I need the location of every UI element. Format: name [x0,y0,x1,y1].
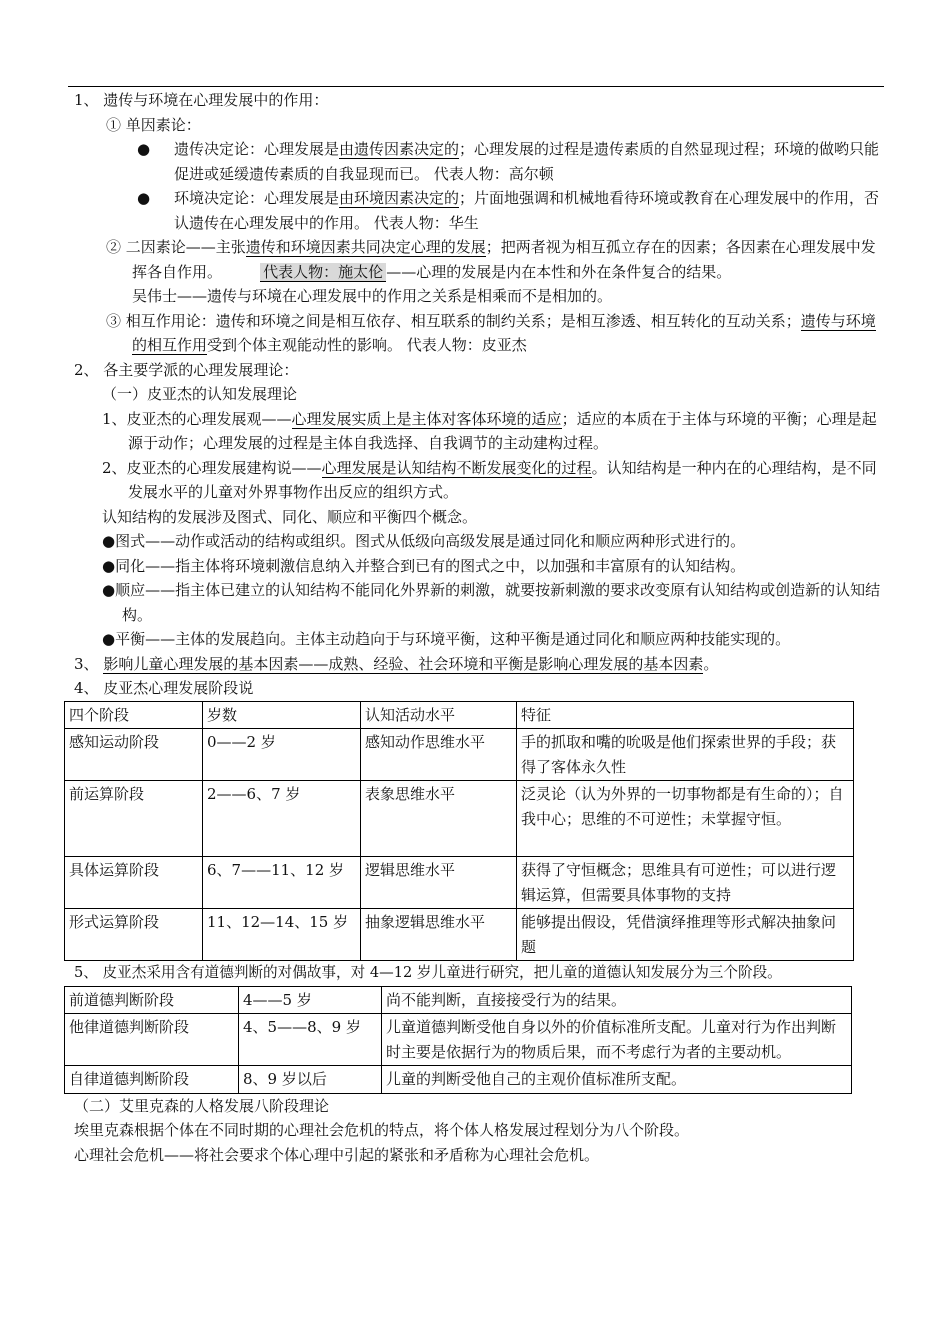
table-cell: 感知运动阶段 [65,729,203,781]
piaget-view-paragraph [74,407,886,456]
env-underlined: 由环境因素决定的 [339,189,460,207]
assimilation-bullet: ●同化——指主体将环境刺激信息纳入并整合到已有的图式之中，以加强和丰富原有的认知结构。 [102,556,746,575]
table-row [65,729,854,781]
table-cell: 泛灵论（认为外界的一切事物都是有生命的）；自我中心；思维的不可逆性；未掌握守恒。 [517,781,854,857]
bullet-icon: ● [137,189,151,207]
crisis-definition: 心理社会危机——将社会要求个体心理中引起的紧张和矛盾称为心理社会危机。 [74,1145,600,1164]
section-3-rest: 。 [703,654,719,673]
table-cell: 能够提出假设，凭借演绎推理等形式解决抽象问题 [517,909,854,961]
table-cell: 尚不能判断，直接接受行为的结果。 [382,986,852,1014]
heredity-determinism-item [74,137,886,186]
section-3-underlined: 影响儿童心理发展的基本因素——成熟、经验、社会环境和平衡是影响心理发展的基本因素 [103,654,704,673]
table-cell: 逻辑思维水平 [361,857,517,909]
p1-underlined: 心理发展实质上是主体对客体环境的适应 [291,409,562,428]
document-body [69,88,886,1167]
table-header: 岁数 [203,701,361,729]
dual-factor-item [74,235,886,284]
table-cell: 0——2 岁 [203,729,361,781]
inter-underlined: 遗传与环境的相互作用 [132,311,876,354]
p1-prefix: 1、皮亚杰的心理发展观—— [102,409,292,428]
table-cell: 自律道德判断阶段 [65,1066,239,1094]
piaget-stages-table [64,701,854,962]
single-factor-heading: ① 单因素论： [106,115,201,134]
accommodation-bullet: ●顺应——指主体已建立的认知结构不能同化外界新的刺激，就要按新刺激的要求改变原有认知结构或创造新的认知结构。 [102,581,881,624]
erikson-subtitle: （二）艾里克森的人格发展八阶段理论 [74,1096,330,1115]
heredity-underlined: 由遗传因素决定的 [339,140,460,158]
schema-bullet: ●图式——动作或活动的结构或组织。图式从低级向高级发展是通过同化和顺应两种形式进行的。 [102,532,746,550]
dual-factor-line2: 吴伟士——遗传与环境在心理发展中的作用之关系是相乘而不是相加的。 [132,287,613,305]
env-prefix: 环境决定论：心理发展是 [174,189,340,207]
table-cell: 形式运算阶段 [65,909,203,961]
table-row [65,781,854,857]
p2-rest: 。认知结构是一种内在的心理结构，是不同发展水平的儿童对外界事物作出反应的组织方式。 [128,458,877,501]
dual-highlight: 代表人物：施太伦 [260,263,386,282]
inter-prefix: ③ 相互作用论：遗传和环境之间是相互依存、相互联系的制约关系；是相互渗透、相互转化的互动关系； [106,311,801,330]
table-cell: 8、9 岁以后 [239,1066,382,1094]
bullet-icon: ● [137,140,151,158]
moral-stages-table [64,986,852,1094]
table-header-row [65,701,854,729]
table-cell: 11、12—14、15 岁 [203,909,361,961]
heredity-rest: ；心理发展的过程是遗传素质的自然显现过程；环境的做哟只能促进或延缓遗传素质的自我显现而已。 代表人物：高尔顿 [174,140,880,183]
section-5-title: 5、 皮亚杰采用含有道德判断的对偶故事，对 4—12 岁儿童进行研究，把儿童的道德认知发展分为三个阶段。 [74,964,782,981]
section-2-title: 2、 各主要学派的心理发展理论： [74,360,299,379]
table-cell: 4——5 岁 [239,986,382,1014]
concepts-line: 认知结构的发展涉及图式、同化、顺应和平衡四个概念。 [102,507,478,526]
p2-underlined: 心理发展是认知结构不断发展变化的过程 [321,458,592,477]
environment-determinism-item [74,186,886,235]
dual-underlined: 遗传和环境因素共同决定心理的发展 [245,238,486,256]
dual-mid: ；把两者视为相互孤立存在的因素；各因素在心理发展中发挥各自作用。 [132,238,876,281]
section-4-title: 4、 皮亚杰心理发展阶段说 [74,679,254,697]
table-cell: 表象思维水平 [361,781,517,857]
p2-prefix: 2、皮亚杰的心理发展建构说—— [102,458,322,477]
table-row [65,1014,852,1066]
dual-rest: ——心理的发展是内在本性和外在条件复合的结果。 [386,262,732,281]
table-cell: 抽象逻辑思维水平 [361,909,517,961]
dual-prefix: ② 二因素论——主张 [106,238,246,256]
table-cell: 儿童道德判断受他自身以外的价值标准所支配。儿童对行为作出判断时主要是依据行为的物质后果，而不考虑行为者的主要动机。 [382,1014,852,1066]
table-cell: 6、7——11、12 岁 [203,857,361,909]
equilibrium-bullet: ●平衡——主体的发展趋向。主体主动趋向于与环境平衡，这种平衡是通过同化和顺应两种技能实现的。 [102,630,791,648]
inter-rest: 受到个体主观能动性的影响。 代表人物：皮亚杰 [207,336,527,354]
table-cell: 手的抓取和嘴的吮吸是他们探索世界的手段；获得了客体永久性 [517,729,854,781]
interaction-item [74,309,886,358]
table-cell: 前道德判断阶段 [65,986,239,1014]
p1-rest: ；适应的本质在于主体与环境的平衡；心理是起源于动作；心理发展的过程是主体自我选择、自我调节的主动建构过程。 [128,409,877,452]
table-cell: 感知动作思维水平 [361,729,517,781]
table-cell: 前运算阶段 [65,781,203,857]
table-header: 认知活动水平 [361,701,517,729]
table-header: 四个阶段 [65,701,203,729]
table-row [65,1066,852,1094]
section-3-num: 3、 [74,654,104,673]
table-cell: 2——6、7 岁 [203,781,361,857]
table-cell: 具体运算阶段 [65,857,203,909]
table-cell: 儿童的判断受他自己的主观价值标准所支配。 [382,1066,852,1094]
piaget-subtitle: （一）皮亚杰的认知发展理论 [102,385,298,403]
table-cell: 他律道德判断阶段 [65,1014,239,1066]
env-rest: ；片面地强调和机械地看待环境或教育在心理发展中的作用，否认遗传在心理发展中的作用。 代表人物：华生 [174,189,880,232]
table-cell: 获得了守恒概念；思维具有可逆性；可以进行逻辑运算，但需要具体事物的支持 [517,857,854,909]
section-1-title: 1、 遗传与环境在心理发展中的作用： [74,91,329,109]
table-header: 特征 [517,701,854,729]
header-rule [68,86,884,87]
table-row [65,857,854,909]
table-cell: 4、5——8、9 岁 [239,1014,382,1066]
table-row [65,986,852,1014]
erikson-paragraph: 埃里克森根据个体在不同时期的心理社会危机的特点，将个体人格发展过程划分为八个阶段。 [74,1121,690,1139]
table-row [65,909,854,961]
section-3 [74,652,886,677]
piaget-construct-paragraph [74,456,886,505]
heredity-prefix: 遗传决定论：心理发展是 [174,140,340,158]
